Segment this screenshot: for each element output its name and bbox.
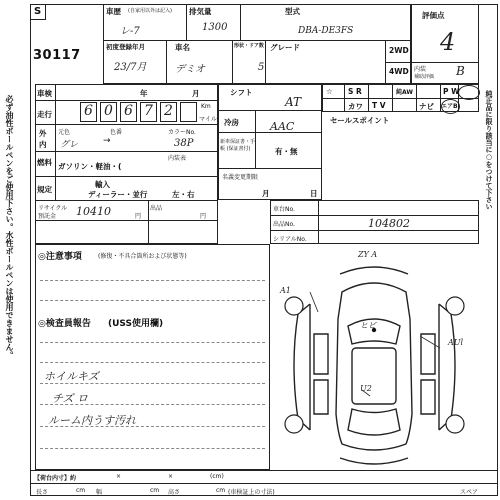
cargo-label: 【荷台内寸】約 bbox=[34, 475, 77, 482]
diagram-a1-label: A1 bbox=[280, 286, 291, 295]
2wd-label: 2WD bbox=[389, 46, 409, 55]
mei-change-label: 名義変更期限 bbox=[222, 174, 259, 181]
dealer-label: ディーラー・並行 bbox=[88, 190, 148, 199]
soukou-label: 走行 bbox=[37, 110, 52, 119]
notes-section bbox=[35, 244, 270, 470]
ari-nashi: 有・無 bbox=[275, 147, 298, 156]
shuppin-no-label: 出品No. bbox=[273, 221, 295, 228]
nainouhyo-label: 内装表 bbox=[168, 155, 187, 162]
color-arrow: → bbox=[103, 136, 111, 146]
corner-mark bbox=[30, 4, 46, 20]
odometer-digit-1: 6 bbox=[84, 103, 93, 119]
eq-aw: 純AW bbox=[396, 89, 413, 96]
eq-tv: T V bbox=[372, 101, 386, 110]
nenryo-label: 燃料 bbox=[37, 158, 52, 167]
side-note-right: 純正品に限り該当に○をつけて下さい bbox=[485, 90, 493, 210]
history-label: 車歴 bbox=[106, 7, 121, 16]
notes-sub: (修復・不具合箇所および状態等) bbox=[98, 253, 187, 260]
diagram-u2-label: U2 bbox=[360, 384, 372, 393]
carname-value: デミオ bbox=[175, 64, 205, 75]
katashiki-value: DBA-DE3FS bbox=[298, 26, 354, 36]
inspector-line-3: ルーム内うす汚れ bbox=[48, 414, 136, 427]
shokuban-label: 色番 bbox=[110, 129, 123, 136]
recycle-label: リサイクル bbox=[38, 205, 68, 212]
diagram-aul-label: AUl bbox=[448, 338, 464, 347]
car-license-label: (車検証上の寸法) bbox=[228, 489, 275, 496]
extra-eval-label: 補助評価 bbox=[414, 74, 435, 80]
eq-star: ☆ bbox=[326, 87, 333, 96]
cargo-x1: × bbox=[116, 473, 122, 480]
recycle-value: 10410 bbox=[76, 205, 111, 218]
diagram-hibi-label: ヒビ bbox=[360, 321, 376, 330]
grade-label: グレード bbox=[270, 43, 300, 52]
height-label: 高さ bbox=[168, 489, 181, 496]
shuppin-label: 出品 bbox=[150, 205, 163, 212]
cooler-value: AAC bbox=[270, 120, 295, 133]
width-label: 幅 bbox=[96, 489, 103, 496]
inspector-line-1: ホイルキズ bbox=[44, 370, 99, 383]
gasoline-line: ガソリン・軽油・( bbox=[58, 162, 122, 171]
color-no-label: カラーNo. bbox=[168, 129, 196, 136]
serial-label: シリアルNo. bbox=[273, 236, 307, 243]
color-no-value: 38P bbox=[174, 138, 194, 149]
door-value: 5 bbox=[258, 62, 265, 73]
katashiki-label: 型式 bbox=[285, 7, 300, 16]
cm-1: cm bbox=[76, 487, 86, 494]
eq-navi: ナビ bbox=[419, 102, 434, 111]
car-diagram-svg bbox=[270, 244, 479, 470]
yotakukin-label: 預託金 bbox=[38, 213, 57, 220]
first-reg-value: 23/7月 bbox=[114, 62, 147, 73]
tsuki-label: 月 bbox=[262, 189, 270, 198]
inspector-heading: ◎検査員報告 bbox=[38, 319, 91, 329]
door-label: 形状・ドア数 bbox=[234, 43, 264, 49]
eq-ab: エアB bbox=[441, 103, 458, 110]
eq-sr: S R bbox=[348, 87, 362, 96]
kitei-label: 規定 bbox=[37, 185, 52, 194]
length-label: 長さ bbox=[36, 489, 49, 496]
year-label: 年 bbox=[140, 89, 148, 98]
nai-label: 内 bbox=[39, 140, 47, 149]
color-from-value: グレ bbox=[60, 140, 79, 150]
lot-number: 30117 bbox=[33, 48, 81, 63]
score-label: 評価点 bbox=[422, 11, 445, 20]
odometer-digit-3: 6 bbox=[124, 103, 133, 119]
car-diagram bbox=[270, 244, 479, 470]
notes-heading: ◎注意事項 bbox=[38, 252, 82, 262]
displacement-label: 排気量 bbox=[189, 7, 212, 16]
history-value: レ-7 bbox=[120, 26, 140, 37]
hi-label: 日 bbox=[310, 189, 318, 198]
eq-pw-circle bbox=[458, 85, 480, 100]
inspector-sub: (USS使用欄) bbox=[108, 319, 164, 329]
cooler-label: 冷房 bbox=[224, 118, 239, 127]
odometer-digit-4: 7 bbox=[144, 103, 153, 119]
serial-value: 104802 bbox=[368, 217, 410, 230]
carname-label: 車名 bbox=[175, 43, 190, 52]
spare-label: スペア bbox=[460, 489, 479, 496]
history-sub-label: (自家用以外は記入) bbox=[128, 8, 172, 14]
cm-2: cm bbox=[150, 487, 160, 494]
en2-label: 円 bbox=[200, 213, 207, 220]
cargo-x2: × bbox=[168, 473, 174, 480]
gai-label: 外 bbox=[39, 129, 47, 138]
eq-ab-circle bbox=[441, 99, 460, 114]
owner-manual-label: 新車保証書・手帳 (保証書付) bbox=[220, 139, 256, 152]
cargo-cm: (cm) bbox=[210, 473, 224, 480]
motoiro-label: 元色 bbox=[58, 129, 71, 136]
shaken-label: 車検 bbox=[37, 89, 52, 98]
displacement-value: 1300 bbox=[202, 22, 228, 33]
left-right-label: 左・右 bbox=[172, 190, 195, 199]
interior-value: B bbox=[456, 64, 465, 78]
score-value: 4 bbox=[440, 28, 456, 56]
km-label: Km bbox=[201, 103, 211, 110]
odometer-digit-5: 2 bbox=[164, 103, 173, 119]
shift-label: シフト bbox=[230, 88, 253, 97]
odometer-digit-2: 0 bbox=[104, 103, 113, 119]
sales-point-label: セールスポイント bbox=[330, 116, 390, 125]
side-note-left: 必ず油性ボールペンをご使用下さい。水性ボールペンは使用できません。 bbox=[5, 95, 14, 359]
eq-pw: P W bbox=[443, 87, 460, 96]
inspector-line-2: チズ ロ bbox=[52, 392, 89, 405]
mile-label: マイル bbox=[199, 116, 217, 123]
import-label: 輸入 bbox=[95, 180, 110, 189]
en-label: 円 bbox=[135, 213, 142, 220]
syaken-col-label: 車台No. bbox=[273, 206, 295, 213]
cm-3: cm bbox=[216, 487, 226, 494]
corner-mark-text: S bbox=[34, 6, 42, 17]
month-label: 月 bbox=[192, 89, 200, 98]
interior-label: 内装 bbox=[414, 66, 427, 73]
4wd-label: 4WD bbox=[389, 67, 409, 76]
diagram-top-label: ZY A bbox=[358, 250, 378, 259]
first-reg-label: 初度登録年月 bbox=[106, 43, 145, 51]
shift-value: AT bbox=[285, 95, 302, 109]
eq-kawa: カワ bbox=[348, 102, 363, 111]
